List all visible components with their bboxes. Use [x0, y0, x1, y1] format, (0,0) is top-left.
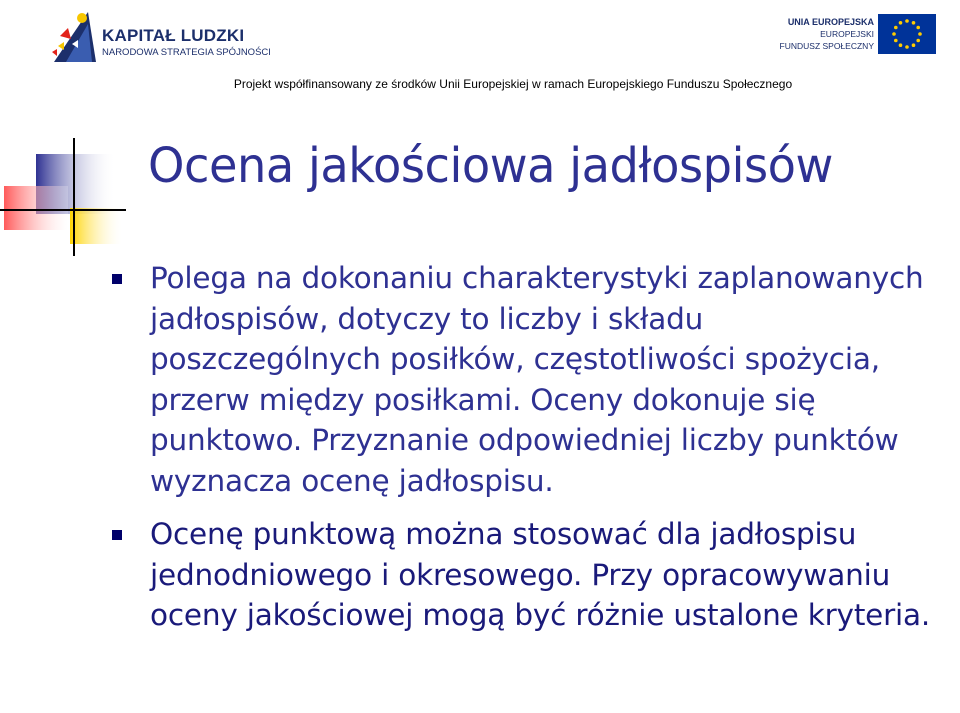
kapital-ludzki-emblem-icon	[52, 6, 98, 64]
eu-line-fund-1: EUROPEJSKI	[820, 29, 874, 39]
slide-title: Ocena jakościowa jadłospisów	[148, 138, 833, 194]
bullet-text: Polega na dokonaniu charakterystyki zaplanowanych jadłospisów, dotyczy to liczby i składu poszczególnych posiłków, częstotliwości spożycia, przerw między posiłkami. Oceny dokonuje się punktowo. Przyznanie odpowiedniej liczby punktów wyznacza ocenę jadłospisu.	[150, 261, 924, 498]
header	[0, 0, 960, 100]
bullet-list	[112, 258, 932, 649]
eu-line-union: UNIA EUROPEJSKA	[787, 17, 874, 27]
eu-text	[780, 16, 874, 52]
eu-logo	[770, 12, 940, 60]
kapital-ludzki-title: KAPITAŁ LUDZKI	[102, 26, 245, 45]
eu-line-fund-2: FUNDUSZ SPOŁECZNY	[779, 41, 874, 51]
kapital-ludzki-subtitle: NARODOWA STRATEGIA SPÓJNOŚCI	[102, 47, 271, 58]
kapital-ludzki-logo	[52, 6, 271, 64]
bullet-square-icon	[112, 274, 122, 284]
bullet-square-icon	[112, 530, 122, 540]
list-item	[112, 258, 932, 501]
bullet-text: Ocenę punktową można stosować dla jadłospisu jednodniowego i okresowego. Przy opracowywaniu oceny jakościowej mogą być różnie ustalone kryteria.	[150, 517, 931, 632]
title-decoration	[0, 138, 130, 258]
cofinancing-note: Projekt współfinansowany ze środków Unii Europejskiej w ramach Europejskiego Funduszu Społecznego	[233, 77, 793, 91]
list-item	[112, 514, 932, 636]
eu-flag-icon	[878, 14, 936, 54]
